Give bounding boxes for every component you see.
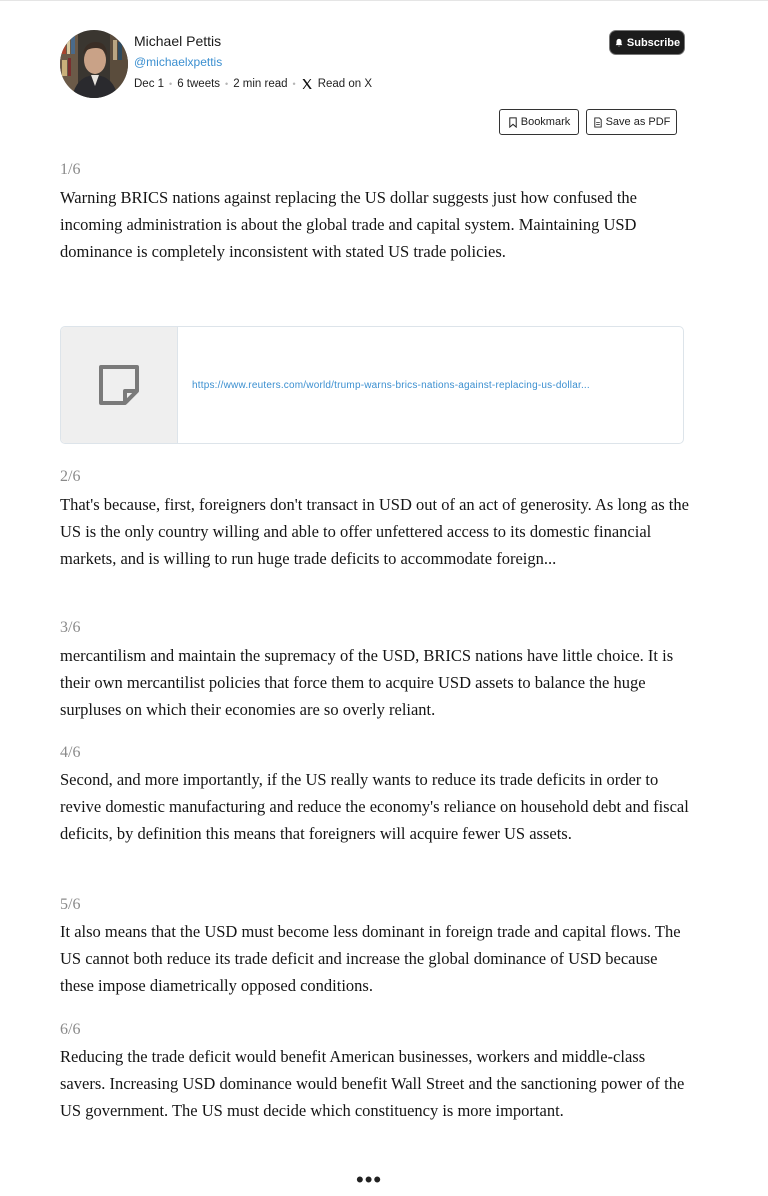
- save-pdf-button[interactable]: [586, 109, 677, 135]
- tweet-text: Warning BRICS nations against replacing the US dollar suggests just how confused the incoming administration is about the global trade and capital system. Maintaining USD dominance is completely inconsistent with stated US trade policies.: [60, 188, 638, 261]
- read-time: 2 min read: [233, 78, 288, 90]
- post-date: Dec 1: [134, 78, 165, 90]
- tweet-number: 1/6: [60, 161, 81, 178]
- subscribe-button[interactable]: [609, 30, 685, 55]
- tweet-number: 2/6: [60, 468, 81, 485]
- bookmark-button[interactable]: [499, 109, 579, 135]
- thread-meta: [134, 78, 372, 90]
- link-thumbnail: [61, 327, 178, 443]
- separator-dot: •: [292, 79, 296, 89]
- subscribe-label: Subscribe: [626, 36, 681, 49]
- avatar[interactable]: [60, 30, 128, 98]
- avatar-photo: [60, 30, 128, 98]
- tweet-number: 3/6: [60, 619, 81, 636]
- tweet-text: That's because, first, foreigners don't transact in USD out of an act of generosity. As long as the US is the only country willing and able to offer unfettered access to its domestic financial markets, and is willing to run huge trade deficits to accommodate foreign...: [60, 495, 689, 568]
- save-pdf-label: Save as PDF: [605, 116, 671, 128]
- more-ellipsis[interactable]: •••: [356, 1167, 383, 1192]
- link-url[interactable]: https://www.reuters.com/world/trump-warns-brics-nations-against-replacing-us-dollar...: [192, 379, 590, 391]
- separator-dot: •: [225, 79, 229, 89]
- pdf-file-icon: [593, 117, 603, 128]
- separator-dot: •: [169, 79, 173, 89]
- tweet-number: 4/6: [60, 744, 81, 761]
- tweet-number: 5/6: [60, 896, 81, 913]
- bookmark-label: Bookmark: [520, 116, 571, 128]
- tweet-count: 6 tweets: [177, 78, 221, 90]
- tweet-text: It also means that the USD must become less dominant in foreign trade and capital flows. The US cannot both reduce its trade deficit and increase the global dominance of USD because these impose diametrically opposed conditions.: [60, 922, 681, 995]
- tweet-text: mercantilism and maintain the supremacy of the USD, BRICS nations have little choice. It is their own mercantilist policies that force them to acquire USD assets to balance the huge surpluses on which their economies are so overly reliant.: [60, 646, 674, 719]
- x-logo-icon: [301, 78, 313, 90]
- read-on-x-link[interactable]: Read on X: [317, 78, 373, 90]
- bell-icon: [614, 38, 624, 48]
- link-preview-card[interactable]: [60, 326, 684, 444]
- tweet-number: 6/6: [60, 1021, 81, 1038]
- tweet-text: Reducing the trade deficit would benefit American businesses, workers and middle-class savers. Increasing USD dominance would benefit Wall Street and the sanctioning power of the US government. The US must decide which constituency is more important.: [60, 1047, 685, 1120]
- top-divider: [0, 0, 768, 1]
- author-name[interactable]: Michael Pettis: [134, 33, 222, 49]
- tweet-text: Second, and more importantly, if the US really wants to reduce its trade deficits in order to revive domestic manufacturing and reduce the economy's reliance on household debt and fiscal deficits, by definition this means that foreigners will acquire fewer US assets.: [60, 770, 689, 843]
- bookmark-icon: [508, 117, 518, 128]
- note-placeholder-icon: [95, 361, 143, 409]
- author-handle[interactable]: @michaelxpettis: [134, 55, 223, 69]
